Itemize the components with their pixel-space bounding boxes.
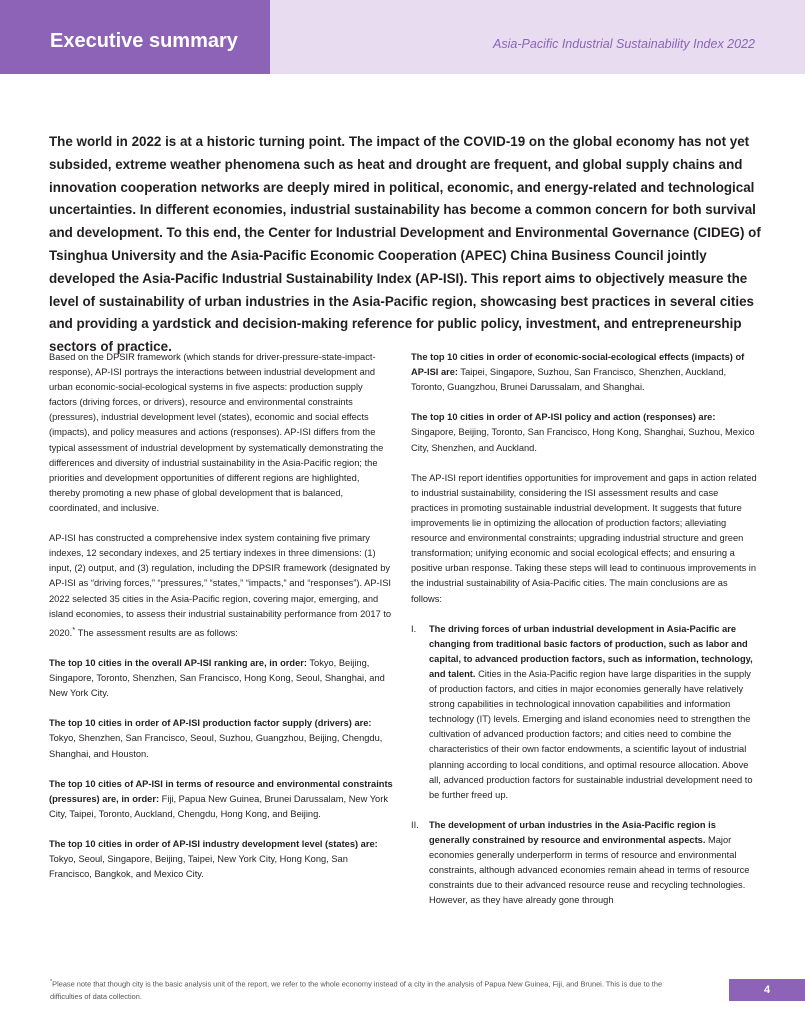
overall-ranking-list: Tokyo, Beijing, Singapore, Toronto, Shenzhen, San Francisco, Hong Kong, Seoul, Shanghai, and New York City. <box>49 657 385 699</box>
states-ranking <box>49 837 393 882</box>
conclusion-item <box>411 622 757 803</box>
responses-ranking <box>411 410 757 455</box>
responses-ranking-label: The top 10 cities in order of AP-ISI policy and action (responses) are: <box>411 412 716 423</box>
page-number: 4 <box>729 979 805 1001</box>
pressures-ranking <box>49 777 393 822</box>
conclusion-body <box>429 622 757 803</box>
pressures-ranking-list: Fiji, Papua New Guinea, Brunei Darussalam, New York City, Taipei, Toronto, Auckland, Chengdu, Hong Kong, and Beijing. <box>49 793 388 819</box>
responses-ranking-list: Singapore, Beijing, Toronto, San Francisco, Hong Kong, Shanghai, Suzhou, Mexico City, Shenzhen, and Auckland. <box>411 427 755 453</box>
impacts-ranking-label: The top 10 cities in order of economic-social-ecological effects (impacts) of AP-ISI are: <box>411 352 745 378</box>
impacts-ranking-list: Taipei, Singapore, Suzhou, San Francisco, Shenzhen, Auckland, Toronto, Guangzhou, Brunei Darussalam, and Shanghai. <box>411 367 727 393</box>
conclusions-list <box>411 622 757 909</box>
overall-ranking-label: The top 10 cities in the overall AP-ISI ranking are, in order: <box>49 657 307 668</box>
conclusion-item <box>411 818 757 909</box>
overall-ranking <box>49 656 393 701</box>
states-ranking-label: The top 10 cities in order of AP-ISI industry development level (states) are: <box>49 839 378 850</box>
index-system-paragraph <box>49 531 393 641</box>
right-column <box>411 350 757 924</box>
drivers-ranking <box>49 716 393 761</box>
conclusion-heading: The development of urban industries in the Asia-Pacific region is generally constrained by resource and environmental aspects. <box>429 819 716 845</box>
states-ranking-list: Tokyo, Seoul, Singapore, Beijing, Taipei, New York City, Hong Kong, San Francisco, Bangkok, and Mexico City. <box>49 854 348 880</box>
drivers-ranking-label: The top 10 cities in order of AP-ISI production factor supply (drivers) are: <box>49 718 372 729</box>
footnote-marker: * <box>50 979 53 985</box>
conclusion-number: II. <box>411 819 419 830</box>
pressures-ranking-label: The top 10 cities of AP-ISI in terms of resource and environmental constraints (pressures) are, in order: <box>49 778 393 804</box>
conclusion-text: Cities in the Asia-Pacific region have large disparities in the supply of production factors, and cities in major economies generally have relatively strong capabilities in technological innovation capabilities and information technology (IT) levels. Emerging and island economies need to strengthen the cultivation of advanced production factors; and cities need to combine the characteristics of their own factor endowments, a scientific layout of industrial planning according to local conditions, and optimal resource allocation. Above all, advanced production factors for sustainable industrial development need to be further freed up. <box>429 668 753 800</box>
report-paragraph: The AP-ISI report identifies opportunities for improvement and gaps in action related to industrial sustainability, considering the ISI assessment results and case practices in promoting sustainable industrial development. It suggests that future improvements lie in optimizing the allocation of production factors; alleviating resource and environmental constraints; upgrading industrial structure and green transformation; unifying economic and social ecological effects; and ensuring a positive urban response. Taking these steps will lead to continuous improvements in the industrial sustainability of Asia-Pacific cities. The main conclusions are as follows: <box>411 472 757 604</box>
conclusion-number: I. <box>411 623 417 634</box>
section-title: Executive summary <box>50 30 238 52</box>
lead-paragraph: The world in 2022 is at a historic turning point. The impact of the COVID-19 on the global economy has not yet subsided, extreme weather phenomena such as heat and drought are frequent, and global supply chains and innovation cooperation networks are deeply mired in political, economic, and energy-related and technological uncertainties. In different economies, industrial sustainability has become a common concern for both survival and development. To this end, the Center for Industrial Development and Environmental Governance (CIDEG) of Tsinghua University and the Asia-Pacific Economic Cooperation (APEC) China Business Council jointly developed the Asia-Pacific Industrial Sustainability Index (AP-ISI). This report aims to objectively measure the level of sustainability of urban industries in the Asia-Pacific region, showcasing best practices in several cities and providing a yardstick and decision-making reference for public policy, investment, and entrepreneurship sectors of practice. <box>49 134 761 355</box>
impacts-ranking <box>411 350 757 395</box>
index-system-text: AP-ISI has constructed a comprehensive index system containing five primary indexes, 12 secondary indexes, and 25 tertiary indexes in three dimensions: (1) input, (2) output, and (3) regulation, including the DPSIR framework (designated by AP-ISI as “driving forces,” “pressures,” “states,” “impacts,” and “responses”). AP-ISI 2022 selected 35 cities in the Asia-Pacific region, covering major, emerging, and island economies, to assess their industrial sustainability performance from 2017 to 2020. <box>49 533 392 638</box>
report-title: Asia-Pacific Industrial Sustainability Index 2022 <box>493 37 755 51</box>
footnote-ref: * <box>72 624 76 634</box>
conclusion-heading: The driving forces of urban industrial development in Asia-Pacific are changing from traditional basic factors of production, such as labor and capital, to advanced production factors, such as information, technology, and talent. <box>429 623 753 679</box>
left-column <box>49 350 393 882</box>
conclusion-body <box>429 818 757 909</box>
footnote-text: Please note that though city is the basic analysis unit of the report, we refer to the whole economy instead of a city in the analysis of Papua New Guinea, Fiji, and Brunei. This is due to the difficulties of data collection. <box>50 979 663 1001</box>
drivers-ranking-list: Tokyo, Shenzhen, San Francisco, Seoul, Suzhou, Guangzhou, Beijing, Chengdu, Shanghai, and Houston. <box>49 733 383 759</box>
index-system-tail: The assessment results are as follows: <box>75 627 238 638</box>
conclusion-text: Major economies generally underperform in terms of resource and environmental constraints, although advanced economies remain ahead in terms of resource constraints due to their advanced resource reuse and recycling technologies. However, as they have already gone through <box>429 835 750 906</box>
dpsir-paragraph: Based on the DPSIR framework (which stands for driver-pressure-state-impact-response), AP-ISI portrays the interactions between industrial development and urban economic-social-ecological systems in five aspects: production supply factors (driving forces, or drivers), resource and environmental constraints (pressures), industrial development level (states), economic and social effects (impacts), and policy measures and actions (responses). AP-ISI differs from the typical assessment of industrial development by systematically demonstrating the differences and diversity of industrial sustainability in the Asia-Pacific region; the priorities and development opportunities of different regions are highlighted, thereby promoting a new phase of global development that is balanced, coordinated, and inclusive. <box>49 352 384 513</box>
footnote <box>50 976 690 1003</box>
